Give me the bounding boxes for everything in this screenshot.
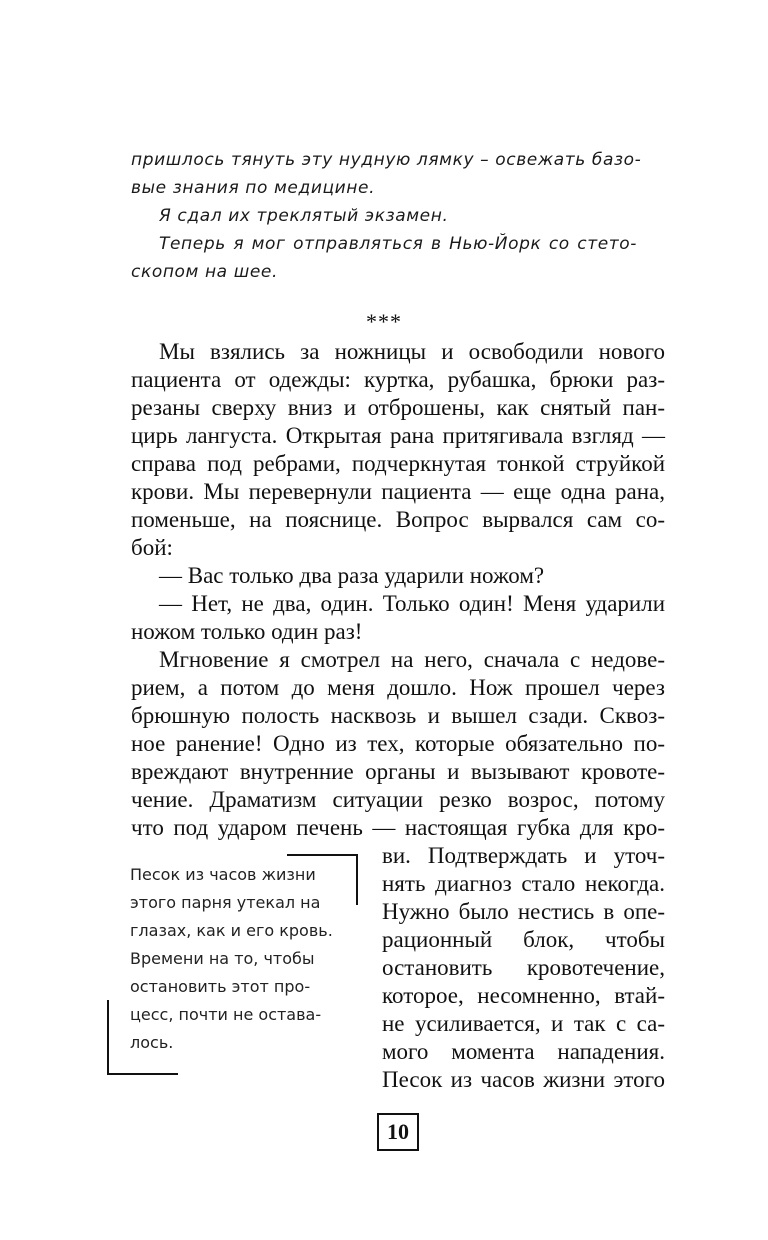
body-line: пациента от одежды: куртка, рубашка, брюки раз- [131,367,665,392]
body-line: крови. Мы перевернули пациента — еще одна рана, [131,479,665,504]
body-line: ное ранение! Одно из тех, которые обязательно по- [131,731,665,756]
body-line: нять диагноз стало некогда. [382,871,665,896]
pull-quote-line: лось. [130,1033,174,1052]
page-number: 10 [377,1113,419,1151]
body-line: Нужно было нестись в опе- [382,899,665,924]
body-line: цирь лангуста. Открытая рана притягивала взгляд — [131,423,665,448]
body-line: Песок из часов жизни этого [382,1067,665,1092]
body-line: справа под ребрами, подчеркнутая тонкой струйкой [131,451,665,476]
pull-quote-right-rule [356,854,358,905]
body-line: ви. Подтверждать и уточ- [382,843,665,868]
body-line: которое, несомненно, втай- [382,983,665,1008]
section-separator: *** [366,309,402,334]
body-line: мого момента нападения. [382,1039,665,1064]
pull-quote-line: Песок из часов жизни [130,865,316,884]
dialogue-line: ножом только один раз! [131,619,363,644]
letter-line: Я сдал их треклятый экзамен. [159,206,449,226]
pull-quote-left-rule [107,1000,109,1075]
pull-quote-line: остановить этот про- [130,977,311,996]
body-line: что под ударом печень — настоящая губка для кро- [131,815,665,840]
body-line: бой: [131,535,173,560]
pull-quote-line: цесс, почти не остава- [130,1005,322,1024]
body-line: резаны сверху вниз и отброшены, как снятый пан- [131,395,665,420]
pull-quote-bottom-rule [107,1073,178,1075]
dialogue-line: — Нет, не два, один. Только один! Меня ударили [159,591,665,616]
pull-quote-line: глазах, как и его кровь. [130,921,333,940]
letter-line: скопом на шее. [131,262,278,282]
letter-line: пришлось тянуть эту нудную лямку – освежать базо- [131,150,642,170]
pull-quote-line: этого парня утекал на [130,893,321,912]
letter-line: вые знания по медицине. [131,178,376,198]
body-line: не усиливается, и так с са- [382,1011,665,1036]
body-line: чение. Драматизм ситуации резко возрос, потому [131,787,665,812]
body-line: рием, а потом до меня дошло. Нож прошел через [131,675,665,700]
pull-quote-top-rule [287,854,358,856]
pull-quote-line: Времени на то, чтобы [130,949,315,968]
dialogue-line: — Вас только два раза ударили ножом? [159,563,545,588]
body-line: поменьше, на пояснице. Вопрос вырвался сам со- [131,507,665,532]
body-line: Мгновение я смотрел на него, сначала с недове- [159,647,665,672]
letter-line: Теперь я мог отправляться в Нью-Йорк со стето- [159,234,637,254]
body-line: Мы взялись за ножницы и освободили нового [159,339,665,364]
body-line: рационный блок, чтобы [382,927,665,952]
body-line: вреждают внутренние органы и вызывают кровоте- [131,759,665,784]
body-line: брюшную полость насквозь и вышел сзади. Сквоз- [131,703,665,728]
body-line: остановить кровотечение, [382,955,665,980]
